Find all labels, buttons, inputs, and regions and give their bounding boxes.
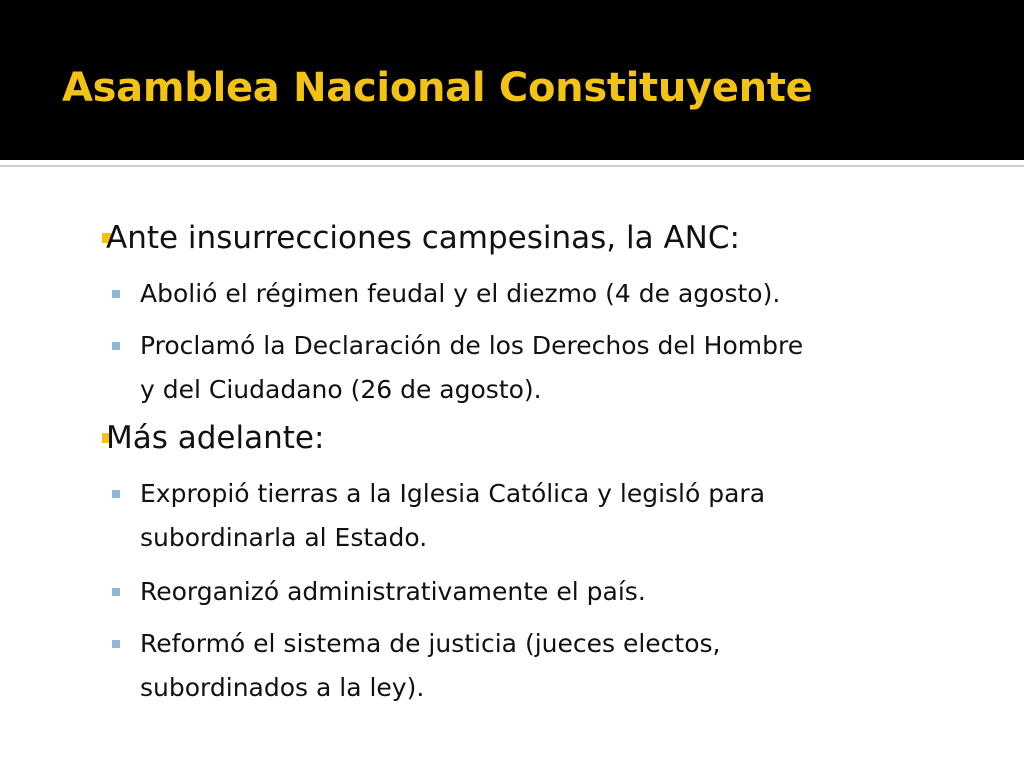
- sub-bullet-line: subordinados a la ley).: [140, 673, 425, 702]
- sub-bullet-line: Abolió el régimen feudal y el diezmo (4 de agosto).: [140, 279, 781, 308]
- slide-title: Asamblea Nacional Constituyente: [62, 65, 813, 111]
- square-bullet-icon: [112, 490, 120, 498]
- sub-bullet-line: Proclamó la Declaración de los Derechos del Hombre: [140, 331, 804, 360]
- square-bullet-icon: [112, 640, 120, 648]
- square-bullet-icon: [112, 588, 120, 596]
- bullet-point-text: Ante insurrecciones campesinas, la ANC:: [106, 220, 740, 256]
- sub-bullet-line: subordinarla al Estado.: [140, 523, 428, 552]
- sub-bullet-line: Reorganizó administrativamente el país.: [140, 577, 646, 606]
- sub-bullet-line: Reformó el sistema de justicia (jueces electos,: [140, 629, 721, 658]
- sub-bullet-line: Expropió tierras a la Iglesia Católica y legisló para: [140, 479, 766, 508]
- bullet-point-text: Más adelante:: [106, 420, 325, 456]
- square-bullet-icon: [112, 342, 120, 350]
- sub-bullet-line: y del Ciudadano (26 de agosto).: [140, 375, 542, 404]
- square-bullet-icon: [112, 290, 120, 298]
